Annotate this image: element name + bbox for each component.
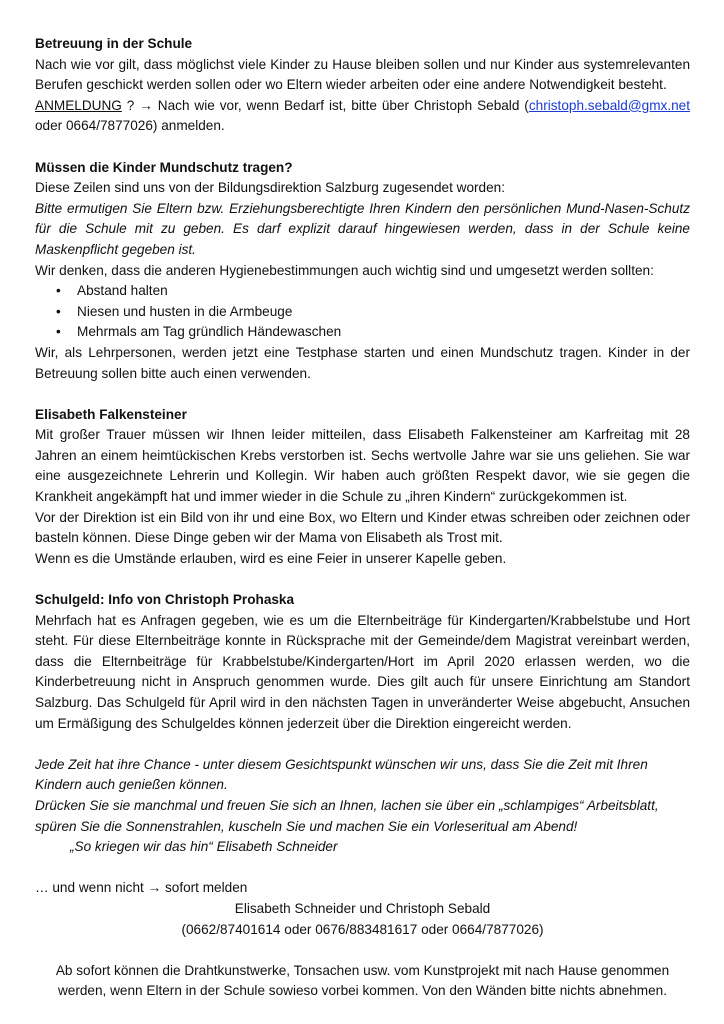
email-link[interactable]: christoph.sebald@gmx.net — [528, 97, 690, 113]
section-title: Elisabeth Falkensteiner — [35, 406, 187, 422]
bullet-icon: • — [56, 283, 61, 299]
closing-line: Jede Zeit hat ihre Chance - unter diesem Gesichtspunkt wünschen wir uns, dass Sie die Zeit mit Ihren Kindern auch genießen können. — [35, 756, 648, 793]
section-title: Müssen die Kinder Mundschutz tragen? — [35, 159, 293, 175]
section-schulgeld — [35, 590, 690, 734]
quote-paragraph: Bitte ermutigen Sie Eltern bzw. Erziehungsberechtigte Ihren Kindern den persönlichen Mund-Nasen-Schutz für die Schule mit zu geben. Es darf explizit darauf hingewiesen werden, dass in der Schule keine Maskenpflicht gegeben ist. — [35, 200, 690, 257]
contact-names: Elisabeth Schneider und Christoph Sebald — [234, 900, 491, 916]
section-contact — [35, 878, 690, 940]
list-item: • Niesen und husten in die Armbeuge — [35, 302, 690, 323]
section-falkensteiner — [35, 405, 690, 570]
bullet-icon: • — [56, 303, 61, 319]
paragraph: Vor der Direktion ist ein Bild von ihr und eine Box, wo Eltern und Kinder etwas schreiben oder zeichnen oder basteln können. Diese Dinge geben wir der Mama von Elisabeth als Trost mit. — [35, 509, 690, 546]
bullet-icon: • — [56, 324, 61, 340]
paragraph: Mehrfach hat es Anfragen gegeben, wie es um die Elternbeiträge für Kindergarten/Krabbelstube und Hort steht. Für diese Elternbeiträge konnte in Rücksprache mit der Gemeinde/dem Magistrat vereinbart werden, dass die Elternbeiträge für Krabbelstube/Kindergarten/Hort im April 2020 erlassen werden, wo die Kinderbetreuung nicht in Anspruch genommen wurde. Dies gilt auch für unsere Einrichtung am Standort Salzburg. Das Schulgeld für April wird in den nächsten Tagen in unveränderter Weise abgebucht, Ansuchen um Ermäßigung des Schulgeldes können jederzeit über die Direktion eingereicht werden. — [35, 612, 690, 731]
section-mundschutz — [35, 158, 690, 385]
paragraph: Mit großer Trauer müssen wir Ihnen leider mitteilen, dass Elisabeth Falkensteiner am Karfreitag mit 28 Jahren an einem heimtückischen Krebs verstorben ist. Sechs wertvolle Jahre war sie uns geliehen. Sie war eine ausgezeichnete Lehrerin und Kollegin. Wir haben auch größten Respekt davor, wie sie gegen die Krankheit angekämpft hat und immer wieder in die Schule zu „ihren Kindern“ zurückgekommen ist. — [35, 427, 690, 505]
anmeldung-paragraph — [35, 96, 690, 137]
contact-line: … und wenn nicht → sofort melden — [35, 880, 248, 896]
contact-phones: (0662/87401614 oder 0676/883481617 oder 0664/7877026) — [181, 921, 544, 937]
motto-line: „So kriegen wir das hin“ Elisabeth Schneider — [70, 839, 338, 855]
paragraph: Diese Zeilen sind uns von der Bildungsdirektion Salzburg zugesendet worden: — [35, 180, 506, 196]
paragraph: Wenn es die Umstände erlauben, wird es eine Feier in unserer Kapelle geben. — [35, 550, 507, 566]
section-closing — [35, 755, 690, 858]
anmeldung-text-end: oder 0664/7877026) anmelden. — [35, 118, 225, 134]
anmeldung-text: ? → Nach wie vor, wenn Bedarf ist, bitte über Christoph Sebald ( — [121, 97, 529, 113]
section-title: Betreuung in der Schule — [35, 36, 193, 51]
paragraph: Wir denken, dass die anderen Hygienebestimmungen auch wichtig sind und umgesetzt werden sollten: — [35, 262, 654, 278]
list-item: • Abstand halten — [35, 281, 690, 302]
section-footer — [35, 961, 690, 1002]
section-betreuung — [35, 34, 690, 137]
closing-line: Drücken Sie sie manchmal und freuen Sie sich an Ihnen, lachen sie über ein „schlampiges“ Arbeitsblatt, spüren Sie die Sonnenstrahlen, kuscheln Sie und machen Sie ein Vorleseritual am Abend! — [35, 797, 659, 834]
footer-paragraph: Ab sofort können die Drahtkunstwerke, Tonsachen usw. vom Kunstprojekt mit nach Hause genommen werden, wenn Eltern in der Schule sowieso vorbei kommen. Von den Wänden bitte nichts abnehmen. — [55, 962, 670, 999]
anmeldung-label: ANMELDUNG — [35, 97, 122, 113]
list-item: • Mehrmals am Tag gründlich Händewaschen — [35, 322, 690, 343]
hygiene-list — [35, 281, 690, 343]
section-title: Schulgeld: Info von Christoph Prohaska — [35, 592, 295, 608]
paragraph: Wir, als Lehrpersonen, werden jetzt eine Testphase starten und einen Mundschutz tragen. Kinder in der Betreuung sollen bitte auch einen verwenden. — [35, 344, 690, 381]
paragraph: Nach wie vor gilt, dass möglichst viele Kinder zu Hause bleiben sollen und nur Kinder aus systemrelevanten Berufen geschickt werden sollen oder wo Eltern wieder arbeiten oder eine andere Notwendigkeit besteht. — [35, 56, 690, 93]
